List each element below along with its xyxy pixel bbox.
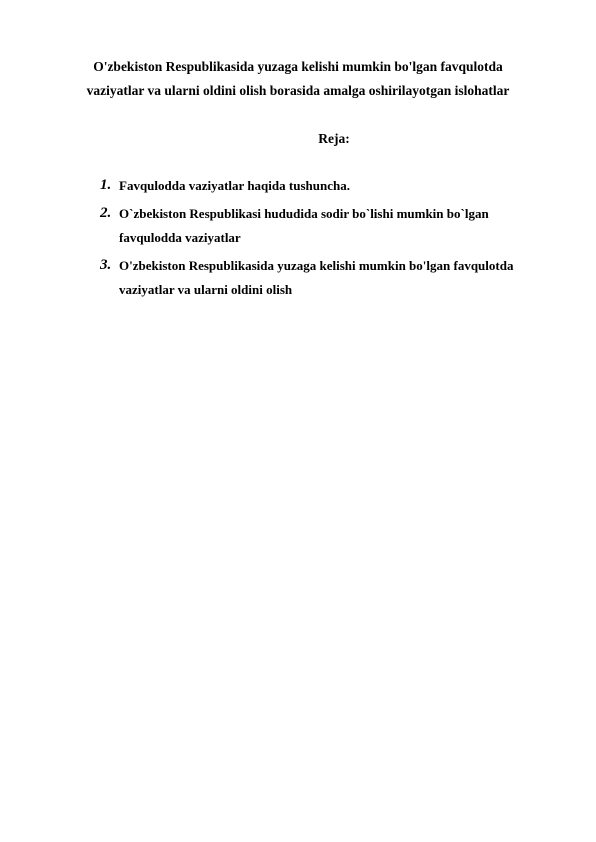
plan-heading: Reja: [318,131,350,146]
title-line-2: vaziyatlar va ularni oldini olish borasida amalga oshirilayotgan islohatlar [86,83,510,98]
plan-item-number: 1. [100,177,112,193]
plan-item-text [119,174,559,198]
plan-item-text [119,202,559,250]
plan-item-number: 3. [100,257,112,273]
plan-item-line: O'zbekiston Respublikasida yuzaga kelishi mumkin bo'lgan favqulotda [119,258,514,273]
plan-item-number: 2. [100,205,112,221]
document-title [60,55,536,103]
plan-item-line: Favqulodda vaziyatlar haqida tushuncha. [119,178,350,193]
plan-item-line: vaziyatlar va ularni oldini olish [119,282,293,297]
title-line-1: O'zbekiston Respublikasida yuzaga kelishi mumkin bo'lgan favqulotda [93,59,503,74]
plan-item-line: O`zbekiston Respublikasi hududida sodir bo`lishi mumkin bo`lgan [119,206,489,221]
plan-item-line: favqulodda vaziyatlar [119,230,241,245]
plan-item-text [119,254,559,302]
